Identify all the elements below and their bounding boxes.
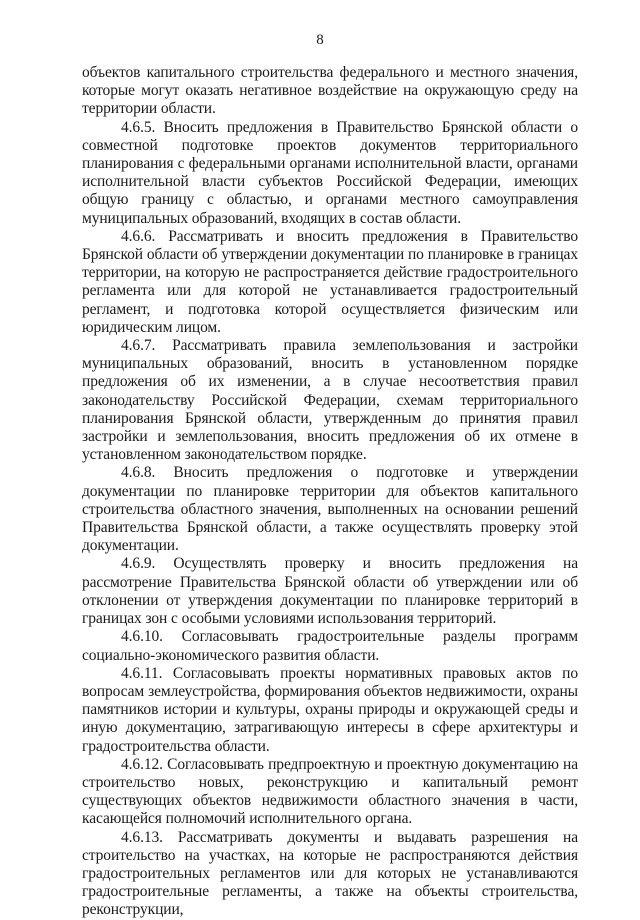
paragraph-4-6-13: 4.6.13. Рассматривать документы и выдавать разрешения на строительство на участках, на которые не распространяются действия градостроительных регламентов или для которых не устанавливаются градостроительные регламенты, а также на объекты строительства, реконструкции, [82, 828, 578, 919]
page-number: 8 [316, 32, 324, 48]
paragraph-4-6-7: 4.6.7. Рассматривать правила землепользования и застройки муниципальных образований, вносить в установленном порядке предложения об их изменении, а в случае несоответствия правил законодательству Российской Федерации, схемам территориального планирования Брянской области, утвержденным до принятия правил застройки и землепользования, вносить предложения об их отмене в установленном законодательством порядке. [82, 337, 578, 464]
paragraph-4-6-10: 4.6.10. Согласовывать градостроительные разделы программ социально-экономического развития области. [82, 628, 578, 664]
paragraph-4-6-12: 4.6.12. Согласовывать предпроектную и проектную документацию на строительство новых, реконструкцию и капитальный ремонт существующих объектов недвижимости областного значения в части, касающейся полномочий исполнительного органа. [82, 755, 578, 828]
paragraph-4-6-9: 4.6.9. Осуществлять проверку и вносить предложения на рассмотрение Правительства Брянской области об утверждении или об отклонении от утверждения документации по планировке территорий в границах зон с особыми условиями использования территорий. [82, 555, 578, 628]
paragraph-4-6-11: 4.6.11. Согласовывать проекты нормативных правовых актов по вопросам землеустройства, формирования объектов недвижимости, охраны памятников истории и культуры, охраны природы и окружающей среды и иную документацию, затрагивающую интересы в сфере архитектуры и градостроительства области. [82, 664, 578, 755]
paragraph-4-6-5: 4.6.5. Вносить предложения в Правительство Брянской области о совместной подготовке проектов документов территориального планирования с федеральными органами исполнительной власти, органами исполнительной власти субъектов Российской Федерации, имеющих общую границу с областью, и органами местного самоуправления муниципальных образований, входящих в состав области. [82, 118, 578, 227]
paragraph-continuation: объектов капитального строительства федерального и местного значения, которые могут оказать негативное воздействие на окружающую среду на территории области. [82, 64, 578, 118]
document-body [82, 64, 578, 920]
paragraph-4-6-6: 4.6.6. Рассматривать и вносить предложения в Правительство Брянской области об утверждении документации по планировке в границах территории, на которую не распространяется действие градостроительного регламента или для которой не устанавливается градостроительный регламент, и подготовка которой осуществляется физическим или юридическим лицом. [82, 227, 578, 336]
paragraph-4-6-8: 4.6.8. Вносить предложения о подготовке и утверждении документации по планировке территории для объектов капитального строительства областного значения, выполненных на основании решений Правительства Брянской области, а также осуществлять проверку этой документации. [82, 464, 578, 555]
